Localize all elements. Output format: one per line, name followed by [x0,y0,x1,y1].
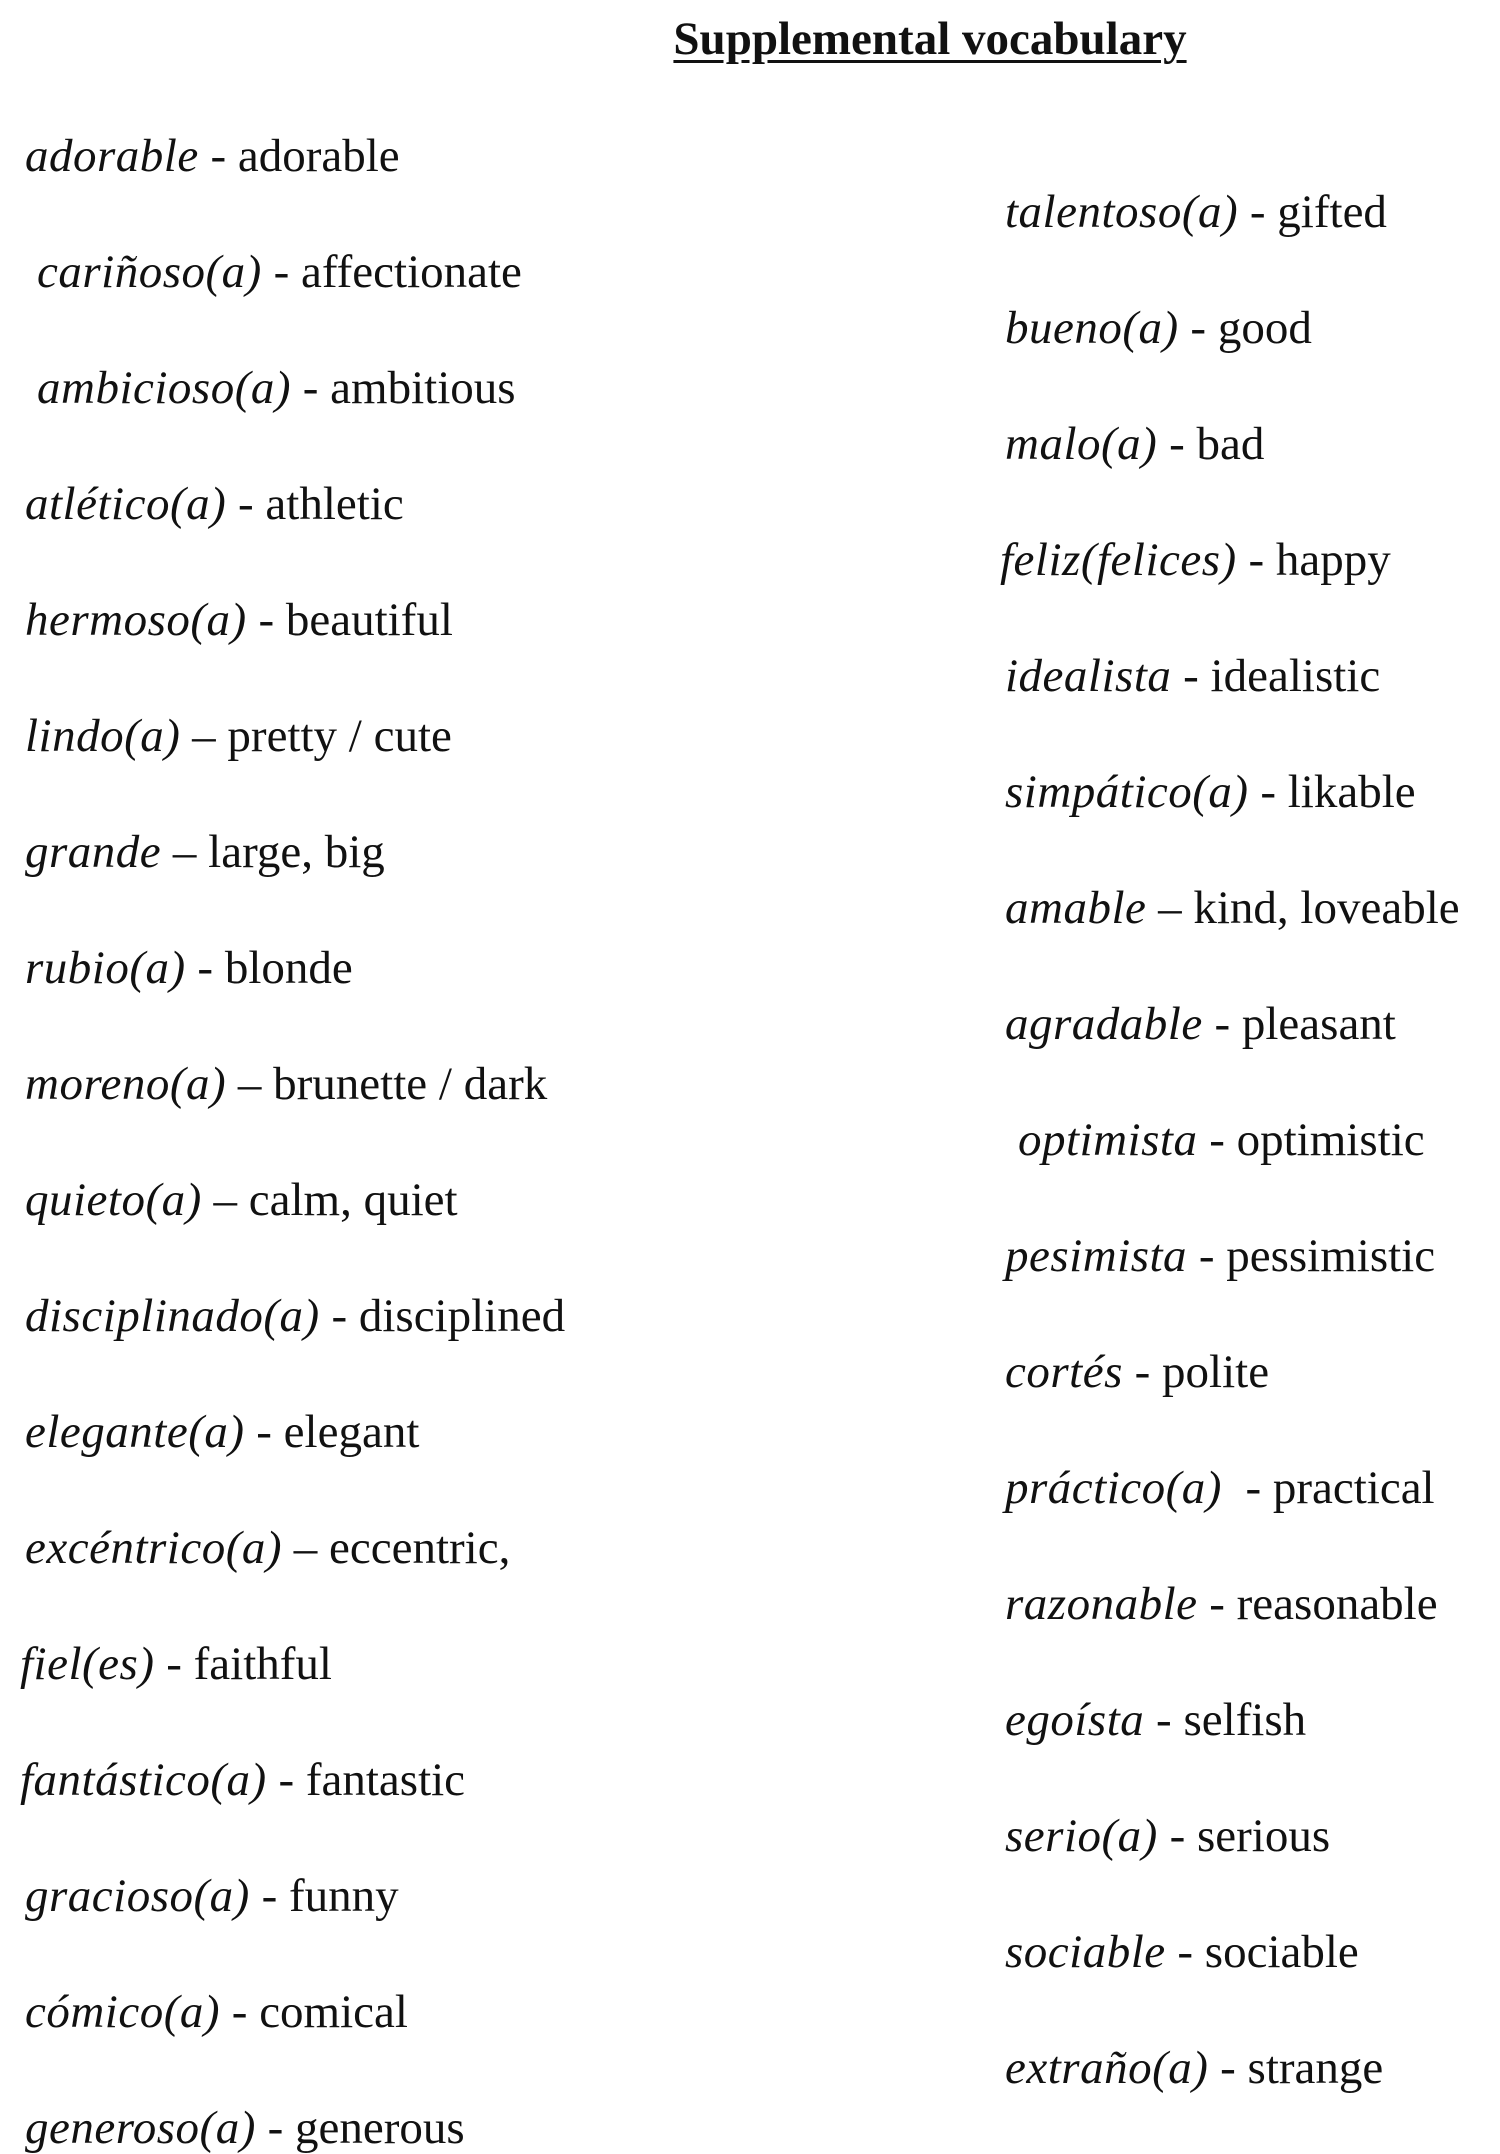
vocab-entry [1005,766,1416,818]
english-translation: practical [1272,1462,1435,1514]
vocab-entry [1005,302,1312,354]
spanish-word: atlético(a) [25,478,227,530]
english-translation: faithful [193,1638,332,1690]
vocab-entry [1005,1462,1435,1514]
spanish-word: generoso(a) [25,2102,256,2154]
separator: - [1220,2042,1236,2094]
english-translation: idealistic [1210,650,1381,702]
separator: - [1260,766,1276,818]
separator: - [1183,650,1199,702]
english-translation: happy [1275,534,1391,586]
vocab-entry [1005,1578,1438,1630]
vocab-entry [25,710,452,762]
vocab-entry [25,826,385,878]
vocab-entry [1018,1114,1425,1166]
english-translation: strange [1247,2042,1384,2094]
vocab-entry [25,2102,465,2154]
english-translation: brunette / dark [273,1058,548,1110]
spanish-word: egoísta [1005,1694,1145,1746]
english-translation: pretty / cute [227,710,452,762]
separator: - [256,1406,272,1458]
spanish-word: práctico(a) [1005,1462,1222,1514]
separator: – [1158,882,1182,934]
separator: - [1169,1810,1186,1862]
spanish-word: talentoso(a) [1005,186,1239,238]
separator: - [278,1754,295,1806]
vocab-entry [1005,1346,1270,1398]
english-translation: generous [295,2102,465,2154]
spanish-word: excéntrico(a) [25,1522,283,1574]
separator: - [1156,1694,1172,1746]
english-translation: gifted [1277,186,1387,238]
vocab-entry [37,362,516,414]
spanish-word: amable [1005,882,1147,934]
vocab-entry [1005,2042,1384,2094]
page-title: Supplemental vocabulary [673,13,1187,65]
separator: - [1248,534,1265,586]
separator: – [172,826,197,878]
spanish-word: adorable [25,130,199,182]
separator: - [1245,1462,1262,1514]
separator: - [1177,1926,1194,1978]
english-translation: affectionate [300,246,522,298]
spanish-word: idealista [1005,650,1172,702]
separator: – [237,1058,262,1110]
separator: - [261,1870,278,1922]
spanish-word: optimista [1018,1114,1198,1166]
vocab-entry [25,942,353,994]
english-translation: bad [1196,418,1265,470]
vocab-entry [1005,1230,1436,1282]
english-translation: athletic [265,478,404,530]
separator: - [231,1986,248,2038]
vocab-entry [1005,882,1460,934]
vocab-entry [1005,1926,1359,1978]
spanish-word: ambicioso(a) [37,362,292,414]
english-translation: kind, loveable [1193,882,1460,934]
english-translation: large, big [208,826,385,878]
spanish-word: malo(a) [1005,418,1158,470]
english-translation: elegant [283,1406,420,1458]
spanish-word: cortés [1005,1346,1123,1398]
spanish-word: simpático(a) [1005,766,1249,818]
spanish-word: quieto(a) [25,1174,202,1226]
english-translation: likable [1287,766,1416,818]
separator: - [267,2102,284,2154]
separator: - [166,1638,182,1690]
spanish-word: gracioso(a) [25,1870,250,1922]
separator: - [258,594,275,646]
spanish-word: rubio(a) [25,942,186,994]
vocab-entry [25,1174,458,1226]
separator: - [1190,302,1207,354]
spanish-word: bueno(a) [1005,302,1179,354]
separator: - [1134,1346,1151,1398]
english-translation: blonde [224,942,353,994]
spanish-word: extraño(a) [1005,2042,1209,2094]
english-translation: comical [259,1986,408,2038]
english-translation: polite [1162,1346,1270,1398]
vocab-entry [1005,1810,1331,1862]
spanish-word: serio(a) [1005,1810,1158,1862]
separator: - [273,246,290,298]
english-translation: ambitious [330,362,516,414]
vocab-entry [1005,1694,1307,1746]
spanish-word: sociable [1005,1926,1166,1978]
separator: - [1209,1114,1225,1166]
english-translation: pessimistic [1226,1230,1436,1282]
spanish-word: cariñoso(a) [37,246,262,298]
separator: - [1198,1230,1215,1282]
english-translation: disciplined [358,1290,566,1342]
spanish-word: elegante(a) [25,1406,245,1458]
vocab-entry [25,130,400,182]
vocab-entry [20,1638,332,1690]
separator: – [213,1174,238,1226]
separator: - [1209,1578,1225,1630]
english-translation: fantastic [305,1754,466,1806]
english-translation: selfish [1183,1694,1307,1746]
vocab-entry [25,478,404,530]
english-translation: pleasant [1241,998,1396,1050]
vocab-entry [1000,534,1391,586]
vocab-entry [25,1406,420,1458]
separator: - [302,362,319,414]
english-translation: serious [1196,1810,1331,1862]
vocab-entry [1005,418,1265,470]
english-translation: reasonable [1236,1578,1438,1630]
spanish-word: cómico(a) [25,1986,221,2038]
vocab-entry [25,1986,408,2038]
vocab-entry [1005,186,1387,238]
english-translation: optimistic [1236,1114,1425,1166]
vocab-entry [25,594,453,646]
english-translation: sociable [1204,1926,1359,1978]
spanish-word: disciplinado(a) [25,1290,320,1342]
separator: - [1249,186,1266,238]
spanish-word: hermoso(a) [25,594,247,646]
english-translation: eccentric, [329,1522,511,1574]
vocab-entry [25,1870,399,1922]
vocab-entry [25,1058,548,1110]
english-translation: adorable [237,130,400,182]
spanish-word: feliz(felices) [1000,534,1237,586]
vocab-entry [25,1290,566,1342]
separator: - [210,130,227,182]
spanish-word: moreno(a) [25,1058,227,1110]
spanish-word: fiel(es) [20,1638,155,1690]
english-translation: calm, quiet [248,1174,458,1226]
separator: - [1169,418,1185,470]
spanish-word: grande [25,826,162,878]
separator: - [1214,998,1231,1050]
spanish-word: fantástico(a) [20,1754,267,1806]
separator: – [192,710,216,762]
vocab-entry [20,1754,466,1806]
english-translation: funny [288,1870,399,1922]
vocab-entry [1005,998,1396,1050]
spanish-word: pesimista [1005,1230,1188,1282]
vocab-entry [1005,650,1381,702]
separator: - [238,478,254,530]
vocab-entry [25,1522,511,1574]
spanish-word: lindo(a) [25,710,181,762]
separator: - [197,942,214,994]
english-translation: beautiful [285,594,453,646]
vocab-entry [37,246,522,298]
english-translation: good [1217,302,1312,354]
separator: - [331,1290,348,1342]
separator: – [293,1522,318,1574]
spanish-word: agradable [1005,998,1203,1050]
spanish-word: razonable [1005,1578,1198,1630]
